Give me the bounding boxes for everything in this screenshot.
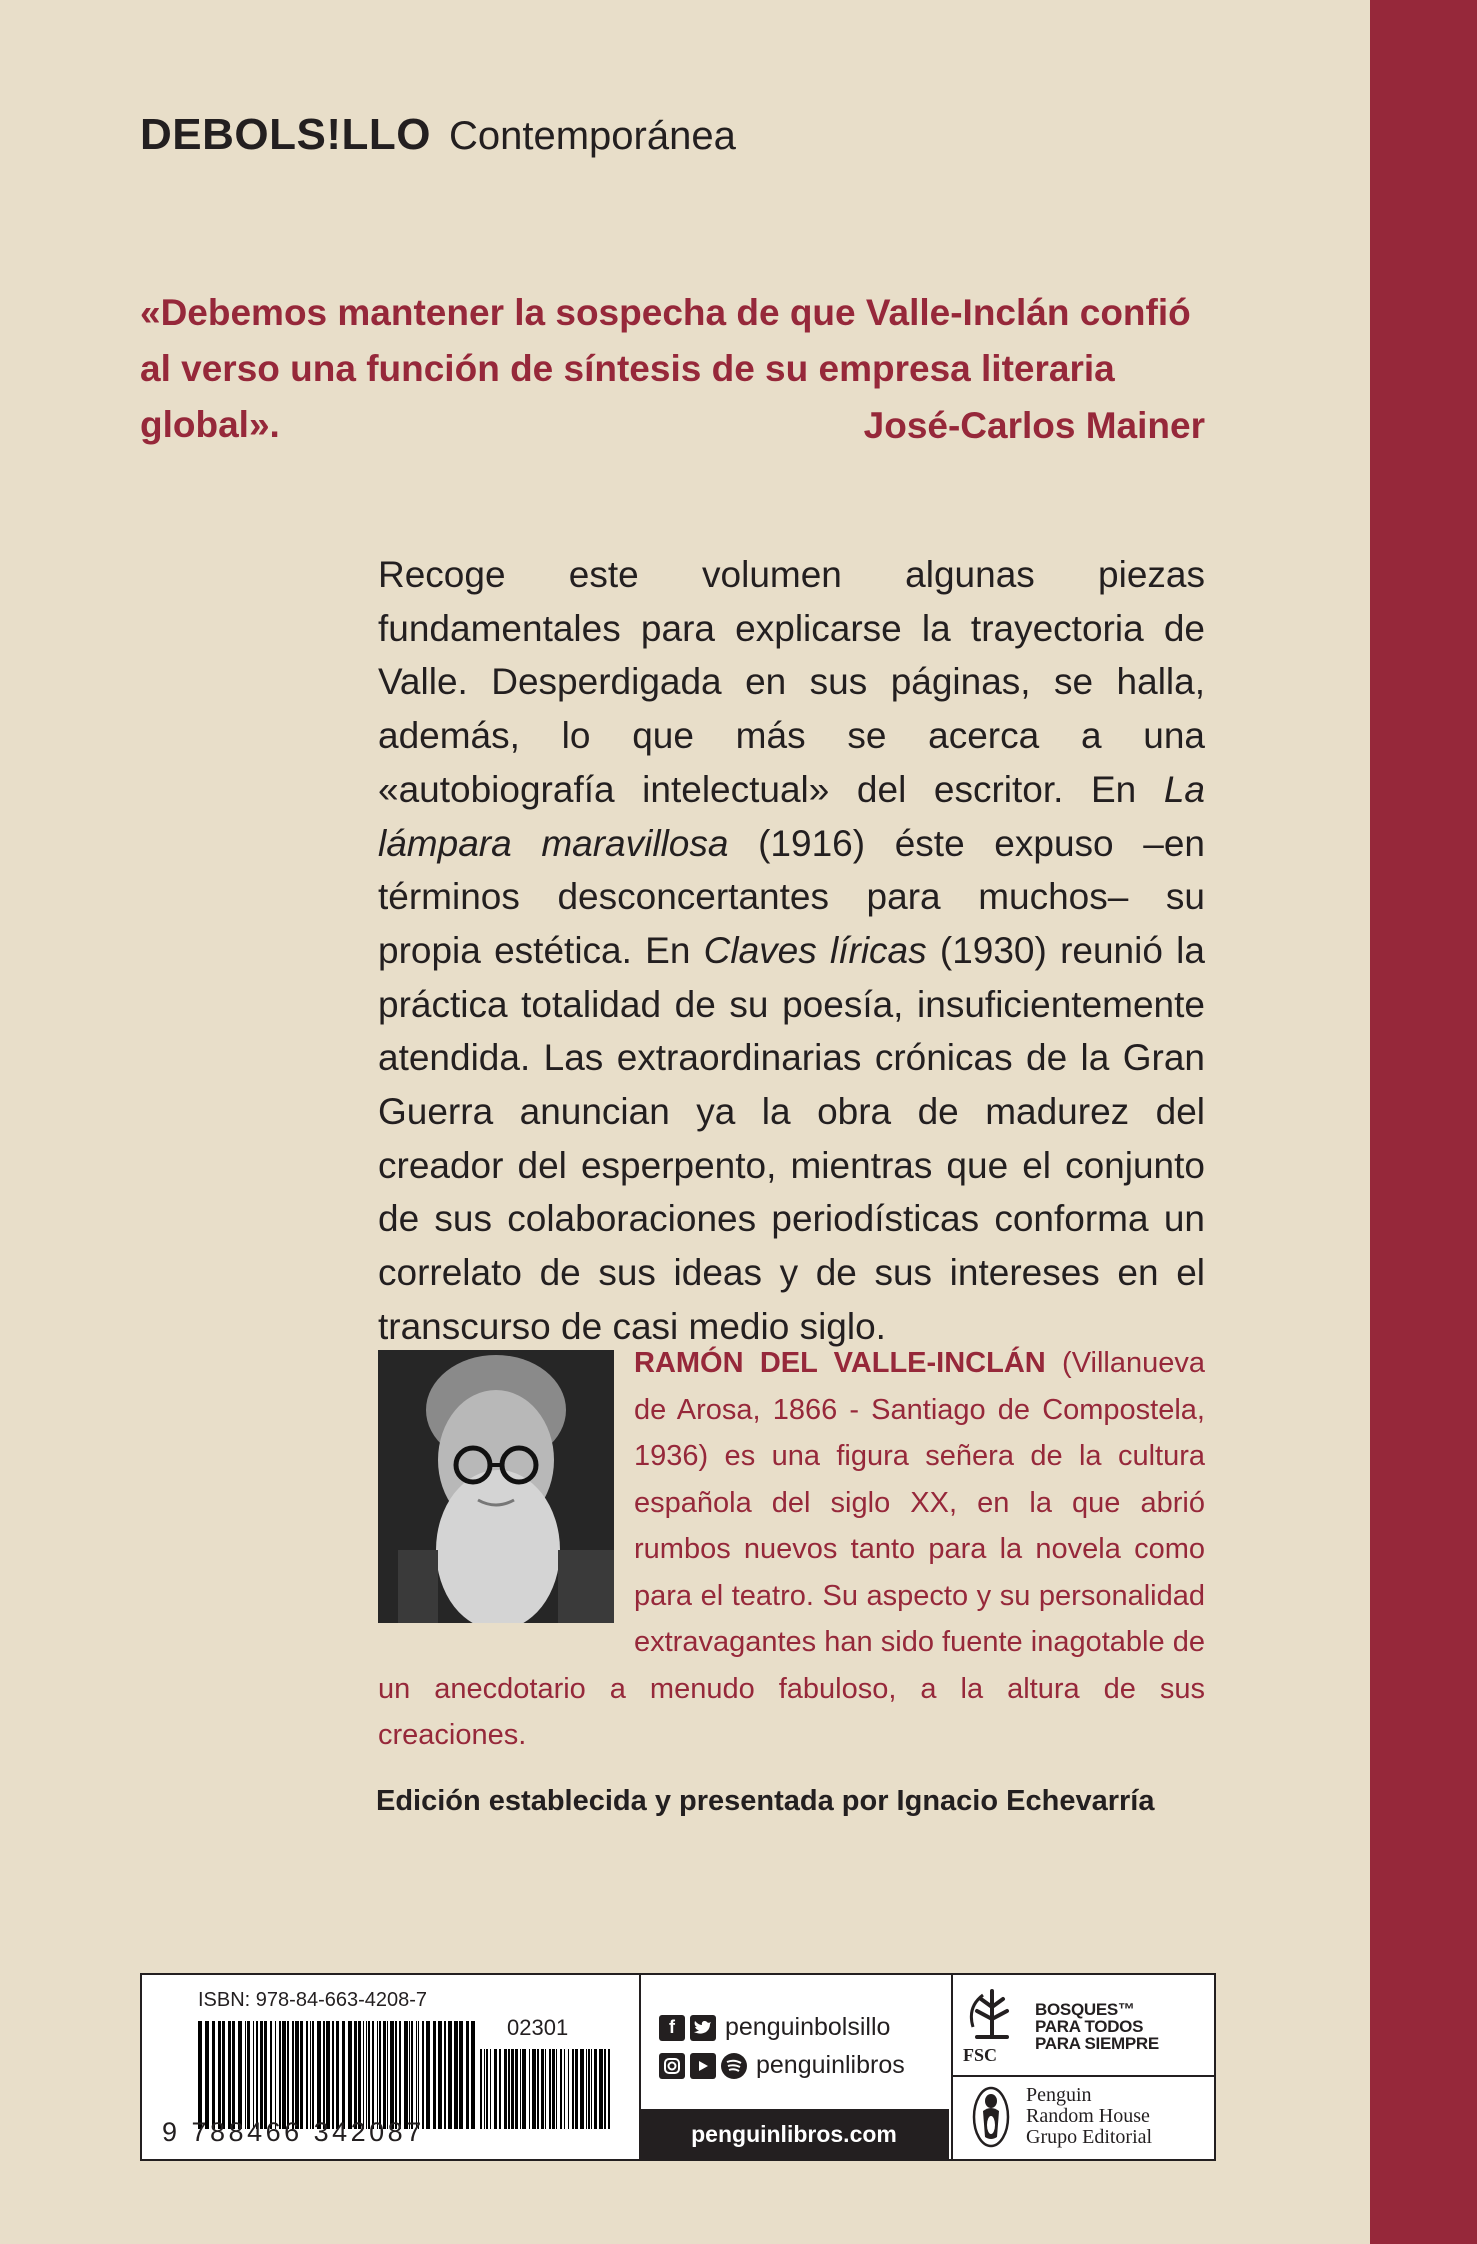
fsc-tree-icon xyxy=(967,1987,1017,2043)
barcode-bar xyxy=(556,2049,557,2129)
barcode-bar xyxy=(480,2049,482,2129)
barcode-bar xyxy=(295,2021,299,2129)
publisher-line: Random House xyxy=(1026,2105,1150,2127)
barcode-bar xyxy=(422,2021,424,2129)
barcode-bar xyxy=(520,2049,521,2129)
barcode-bar xyxy=(264,2021,267,2129)
description-text: (1916) éste expuso –en términos desconcertantes para muchos– su propia estética. En xyxy=(378,822,1205,971)
description-text: Recoge este volumen algunas piezas fundamentales para explicarse la trayectoria de Valle. Desperdigada en sus páginas, se halla, además, lo que más se acerca a una «autobiografía intelectual» del escritor. En xyxy=(378,554,1205,810)
barcode-bar xyxy=(588,2049,590,2129)
barcode-bar xyxy=(594,2049,597,2129)
barcode-bar xyxy=(379,2021,381,2129)
barcode-bar xyxy=(348,2021,352,2129)
facebook-icon[interactable]: f xyxy=(659,2015,685,2041)
barcode-bar xyxy=(238,2021,242,2129)
social-row-bolsillo xyxy=(659,2013,890,2042)
barcode-bar xyxy=(205,2021,209,2129)
edition-credit: Edición establecida y presentada por Ignacio Echevarría xyxy=(376,1785,1155,1817)
barcode-bar xyxy=(511,2049,514,2129)
publisher-line: Grupo Editorial xyxy=(1026,2126,1153,2148)
publisher-badge xyxy=(951,2077,1214,2159)
author-name: RAMÓN DEL VALLE-INCLÁN xyxy=(634,1347,1046,1379)
barcode-bar xyxy=(222,2021,225,2129)
barcode-bar xyxy=(466,2021,469,2129)
penguin-icon xyxy=(971,2085,1011,2149)
quote-author: José-Carlos Mainer xyxy=(863,405,1205,446)
barcode-bar xyxy=(336,2021,339,2129)
work-title: La lámpara maravillosa xyxy=(378,768,1205,864)
barcode-bar xyxy=(454,2021,458,2129)
barcode-bar xyxy=(387,2021,388,2129)
barcode-bar xyxy=(508,2049,510,2129)
barcode-bar xyxy=(287,2021,289,2129)
barcode-bar xyxy=(426,2021,430,2129)
barcode-bar xyxy=(300,2021,303,2129)
description-text: (1930) reunió la práctica totalidad de su poesía, insuficientemente atendida. Las extraordinarias crónicas de la Gran Guerra anuncian ya la obra de madurez del creador del esperpento, mientras que el conjunto de sus colaboraciones periodísticas conforma un correlato de sus ideas y de sus intereses en el transcurso de casi medio siglo. xyxy=(378,929,1205,1347)
barcode-bar xyxy=(232,2021,235,2129)
barcode-bar xyxy=(537,2049,539,2129)
barcode-bar xyxy=(575,2049,578,2129)
publisher-logo: DEBOLS!LLO xyxy=(140,110,431,159)
twitter-icon[interactable] xyxy=(690,2015,716,2041)
barcode-bar xyxy=(390,2021,394,2129)
barcode-bar xyxy=(395,2021,397,2129)
barcode-bar xyxy=(448,2021,452,2129)
author-bio-text: (Villanueva de Arosa, 1866 - Santiago de Compostela, 1936) es una figura señera de la cultura española del siglo XX, en la que abrió rumbos nuevos tanto para la novela como para el teatro. Su aspecto y su personalidad extravagantes han sido fuente inagotable de un anecdotario a menudo fabuloso, a la altura de sus creaciones. xyxy=(378,1347,1205,1751)
brand-header xyxy=(140,110,736,160)
isbn: ISBN: 978-84-663-4208-7 xyxy=(198,1989,428,2011)
barcode-bar xyxy=(358,2021,361,2129)
barcode-bar xyxy=(522,2049,526,2129)
barcode-bar xyxy=(282,2021,286,2129)
barcode-bar xyxy=(484,2049,485,2129)
barcode-bar xyxy=(399,2021,401,2129)
barcode-bar xyxy=(604,2049,606,2129)
instagram-icon[interactable] xyxy=(659,2053,685,2079)
barcode-bar xyxy=(279,2021,281,2129)
barcode-bar xyxy=(409,2021,410,2129)
barcode-bar xyxy=(312,2021,314,2129)
barcode-bar xyxy=(270,2021,272,2129)
barcode-bar xyxy=(332,2021,334,2129)
barcode-bar xyxy=(494,2049,497,2129)
barcode-addon xyxy=(480,2049,612,2129)
barcode xyxy=(198,2021,480,2129)
barcode-bar xyxy=(471,2021,475,2129)
barcode-bar xyxy=(404,2021,408,2129)
spine-band xyxy=(1370,0,1477,2244)
barcode-bar xyxy=(411,2021,413,2129)
barcode-bar xyxy=(366,2021,367,2129)
back-cover-footer xyxy=(140,1973,1216,2161)
barcode-bar xyxy=(438,2021,442,2129)
youtube-icon[interactable] xyxy=(690,2053,716,2079)
barcode-bar xyxy=(317,2021,321,2129)
barcode-bar xyxy=(499,2049,501,2129)
collection-name: Contemporánea xyxy=(448,114,736,158)
barcode-bar xyxy=(275,2021,276,2129)
fsc-claim-line: PARA SIEMPRE xyxy=(1035,2034,1159,2053)
barcode-bar xyxy=(564,2049,565,2129)
social-handle[interactable]: penguinlibros xyxy=(756,2051,905,2079)
barcode-bar xyxy=(549,2049,551,2129)
barcode-bar xyxy=(372,2021,374,2129)
barcode-bar xyxy=(560,2049,562,2129)
barcode-bar xyxy=(310,2021,311,2129)
barcode-bar xyxy=(490,2049,491,2129)
barcode-bar xyxy=(383,2021,386,2129)
book-description xyxy=(378,548,1205,1354)
barcode-bar xyxy=(368,2021,370,2129)
barcode-bar xyxy=(568,2049,569,2129)
barcode-bar xyxy=(529,2049,530,2129)
barcode-bar xyxy=(541,2049,544,2129)
barcode-bar xyxy=(260,2021,263,2129)
fsc-badge xyxy=(951,1975,1214,2077)
logos-panel xyxy=(951,1975,1214,2159)
barcode-bar xyxy=(247,2021,250,2129)
pull-quote: «Debemos mantener la sospecha de que Valle-Inclán confió al verso una función de síntesis de su empresa literaria global». xyxy=(140,292,1191,445)
social-handle[interactable]: penguinbolsillo xyxy=(725,2013,891,2041)
barcode-panel xyxy=(142,1975,641,2159)
barcode-bar xyxy=(342,2021,345,2129)
barcode-bar xyxy=(245,2021,246,2129)
barcode-bar xyxy=(218,2021,221,2129)
barcode-bar xyxy=(504,2049,507,2129)
barcode-bar xyxy=(212,2021,215,2129)
social-panel xyxy=(639,1975,953,2159)
price-code: 02301 xyxy=(507,2015,569,2040)
barcode-bar xyxy=(444,2021,446,2129)
barcode-bar xyxy=(580,2049,584,2129)
work-title: Claves líricas xyxy=(703,929,927,971)
barcode-bar xyxy=(486,2049,488,2129)
barcode-bar xyxy=(552,2049,555,2129)
barcode-bar xyxy=(433,2021,436,2129)
barcode-bar xyxy=(326,2021,330,2129)
barcode-bar xyxy=(572,2049,574,2129)
fsc-label: FSC xyxy=(963,2045,998,2065)
barcode-bar xyxy=(292,2021,294,2129)
fsc-claim-line: BOSQUES™ xyxy=(1035,2000,1135,2019)
website-link[interactable]: penguinlibros.com xyxy=(639,2109,949,2159)
barcode-bar xyxy=(545,2049,546,2129)
barcode-bar xyxy=(306,2021,308,2129)
barcode-bar xyxy=(515,2049,518,2129)
fsc-claim xyxy=(1035,2001,1159,2052)
ean-digits: 9 788466 342087 xyxy=(162,2117,425,2147)
barcode-bar xyxy=(532,2049,536,2129)
barcode-bar xyxy=(459,2021,463,2129)
barcode-bar xyxy=(599,2049,603,2129)
barcode-bar xyxy=(256,2021,258,2129)
barcode-bar xyxy=(418,2021,419,2129)
barcode-bar xyxy=(586,2049,587,2129)
publisher-name xyxy=(1026,2085,1152,2148)
barcode-bar xyxy=(228,2021,231,2129)
barcode-bar xyxy=(416,2021,417,2129)
barcode-bar xyxy=(591,2049,592,2129)
barcode-bar xyxy=(253,2021,254,2129)
fsc-claim-line: PARA TODOS xyxy=(1035,2017,1144,2036)
barcode-bar xyxy=(198,2021,202,2129)
author-bio xyxy=(378,1340,1205,1759)
social-row-libros xyxy=(659,2051,905,2080)
barcode-bar xyxy=(363,2021,364,2129)
barcode-bar xyxy=(377,2021,378,2129)
barcode-bar xyxy=(323,2021,325,2129)
spotify-icon[interactable] xyxy=(721,2053,747,2079)
publisher-line: Penguin xyxy=(1026,2084,1092,2106)
barcode-bar xyxy=(354,2021,357,2129)
barcode-bar xyxy=(608,2049,610,2129)
